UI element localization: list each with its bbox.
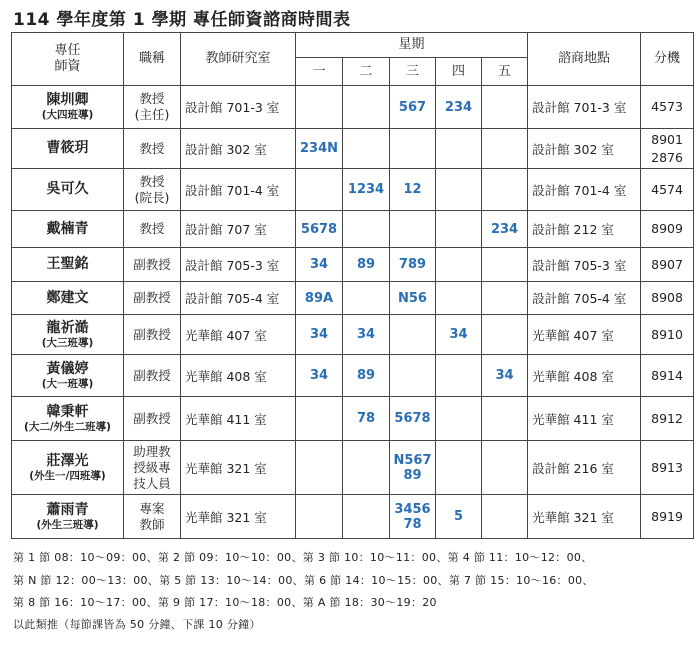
table-row — [12, 397, 694, 441]
table-row — [12, 441, 694, 495]
header-day-thu: 四 — [436, 58, 482, 86]
slot-cell-fri — [482, 495, 528, 539]
slot-cell-fri — [482, 282, 528, 315]
teacher-name: 王聖銘 — [46, 256, 89, 272]
table-row — [12, 86, 694, 129]
header-teacher-line: 專任 — [54, 43, 81, 58]
slot-cell-fri — [482, 248, 528, 282]
office-cell: 設計館 705-4 室 — [181, 282, 296, 315]
place-cell: 光華館 407 室 — [528, 315, 641, 355]
teacher-cell — [12, 129, 124, 169]
office-cell: 光華館 408 室 — [181, 355, 296, 397]
period-slots: 78 — [356, 411, 376, 426]
period-slots: 234N — [299, 141, 339, 156]
teacher-name: 鄭建文 — [46, 289, 89, 306]
slot-cell-wed — [390, 495, 436, 539]
header-teacher — [12, 33, 124, 86]
rank-line: 副教授 — [133, 326, 171, 342]
teacher-cell — [12, 315, 124, 355]
slot-cell-wed — [390, 248, 436, 282]
teacher-cell — [12, 248, 124, 282]
slot-cell-mon — [296, 129, 343, 169]
period-slots: 34 — [449, 327, 468, 342]
period-slots: 3456 78 — [394, 501, 431, 532]
teacher-cell — [12, 86, 124, 129]
period-slots: 34 — [495, 368, 514, 383]
ext-cell — [641, 169, 694, 211]
place-cell: 光華館 411 室 — [528, 397, 641, 441]
period-slots: N567 89 — [393, 452, 432, 483]
rank-line: 副教授 — [133, 367, 171, 383]
office-cell: 設計館 701-4 室 — [181, 169, 296, 211]
teacher-cell — [12, 397, 124, 441]
place-cell: 設計館 705-4 室 — [528, 282, 641, 315]
period-slots: 789 — [398, 257, 427, 272]
teacher-name: 曹筱玥 — [46, 140, 89, 156]
rank-cell — [124, 248, 181, 282]
header-day-tue: 二 — [343, 58, 390, 86]
slot-cell-mon — [296, 211, 343, 248]
rank-line: 教授 — [139, 221, 165, 236]
slot-cell-wed — [390, 86, 436, 129]
period-slots: 234 — [490, 221, 519, 237]
office-cell: 光華館 411 室 — [181, 397, 296, 441]
office-cell: 設計館 701-3 室 — [181, 86, 296, 129]
period-slots: 89A — [304, 290, 334, 306]
ext-cell — [641, 397, 694, 441]
slot-cell-thu — [436, 315, 482, 355]
teacher-note: (大二/外生二班導) — [24, 420, 111, 433]
slot-cell-mon — [296, 248, 343, 282]
slot-cell-tue — [343, 211, 390, 248]
header-ext: 分機 — [641, 33, 694, 86]
office-cell: 設計館 302 室 — [181, 129, 296, 169]
period-slots: 89 — [356, 368, 376, 383]
rank-line: 教師 — [139, 516, 165, 532]
place-cell: 設計館 701-4 室 — [528, 169, 641, 211]
table-row — [12, 282, 694, 315]
ext-cell — [641, 129, 694, 169]
slot-cell-wed — [390, 129, 436, 169]
rank-cell — [124, 397, 181, 441]
table-row — [12, 169, 694, 211]
rank-line: 專案 — [139, 500, 165, 516]
teacher-name: 韓秉軒 — [46, 403, 89, 420]
place-cell: 光華館 321 室 — [528, 495, 641, 539]
period-slots: 234 — [444, 99, 473, 115]
rank-cell — [124, 495, 181, 539]
slot-cell-thu — [436, 282, 482, 315]
ext-cell — [641, 495, 694, 539]
consultation-table — [11, 32, 694, 539]
teacher-name: 戴楠青 — [46, 220, 89, 237]
office-cell: 光華館 321 室 — [181, 441, 296, 495]
teacher-name: 吳可久 — [46, 181, 89, 197]
slot-cell-tue — [343, 315, 390, 355]
slot-cell-thu — [436, 355, 482, 397]
header-day-fri: 五 — [482, 58, 528, 86]
rank-line: 副教授 — [133, 256, 171, 272]
rank-line: 副教授 — [133, 290, 171, 305]
slot-cell-mon — [296, 355, 343, 397]
slot-cell-fri — [482, 86, 528, 129]
teacher-note: (外生一/四班導) — [29, 469, 106, 482]
slot-cell-tue — [343, 129, 390, 169]
slot-cell-thu — [436, 248, 482, 282]
ext-number: 8910 — [651, 326, 683, 342]
rank-line: 技人員 — [133, 475, 171, 491]
slot-cell-thu — [436, 129, 482, 169]
slot-cell-thu — [436, 169, 482, 211]
ext-number: 8901 — [651, 131, 683, 147]
rank-cell — [124, 355, 181, 397]
teacher-name: 莊澤光 — [46, 452, 89, 469]
header-teacher-line: 師資 — [54, 59, 81, 74]
rank-line: (院長) — [134, 189, 170, 205]
slot-cell-thu — [436, 441, 482, 495]
teacher-cell — [12, 282, 124, 315]
rank-line: 授級專 — [133, 459, 171, 475]
slot-cell-wed — [390, 441, 436, 495]
teacher-cell — [12, 211, 124, 248]
teacher-name: 蕭雨青 — [46, 501, 89, 518]
ext-cell — [641, 315, 694, 355]
slot-cell-tue — [343, 86, 390, 129]
rank-line: 助理教 — [133, 443, 171, 459]
period-slots: 34 — [309, 327, 329, 342]
slot-cell-wed — [390, 397, 436, 441]
table-row — [12, 211, 694, 248]
place-cell: 設計館 216 室 — [528, 441, 641, 495]
teacher-cell — [12, 495, 124, 539]
table-row — [12, 129, 694, 169]
rank-line: 教授 — [139, 173, 165, 189]
teacher-cell — [12, 441, 124, 495]
slot-cell-thu — [436, 397, 482, 441]
slot-cell-thu — [436, 495, 482, 539]
teacher-note: (大四班導) — [41, 109, 94, 121]
place-cell: 設計館 302 室 — [528, 129, 641, 169]
page-title: 114 學年度第 1 學期 專任師資諮商時間表 — [13, 10, 351, 30]
ext-cell — [641, 211, 694, 248]
slot-cell-wed — [390, 169, 436, 211]
rank-cell — [124, 86, 181, 129]
header-day-mon: 一 — [296, 58, 343, 86]
ext-cell — [641, 441, 694, 495]
teacher-note: (大一班導) — [41, 377, 94, 390]
period-slots: 89 — [356, 257, 376, 272]
rank-cell — [124, 282, 181, 315]
slot-cell-mon — [296, 397, 343, 441]
header-office: 教師研究室 — [181, 33, 296, 86]
slot-cell-mon — [296, 495, 343, 539]
legend-line: 第 8 節 16：10～17：00、第 9 節 17：10～18：00、第 A 節 18：30～19：20 — [13, 596, 437, 609]
rank-cell — [124, 211, 181, 248]
teacher-cell — [12, 355, 124, 397]
legend-line: 以此類推（每節課皆為 50 分鐘、下課 10 分鐘） — [13, 618, 261, 631]
ext-number: 8909 — [651, 221, 683, 236]
slot-cell-thu — [436, 86, 482, 129]
rank-cell — [124, 315, 181, 355]
place-cell: 設計館 705-3 室 — [528, 248, 641, 282]
ext-number: 8912 — [651, 410, 683, 426]
slot-cell-fri — [482, 129, 528, 169]
period-slots: 5 — [453, 509, 464, 524]
ext-cell — [641, 282, 694, 315]
slot-cell-fri — [482, 169, 528, 211]
slot-cell-tue — [343, 397, 390, 441]
office-cell: 設計館 705-3 室 — [181, 248, 296, 282]
ext-cell — [641, 355, 694, 397]
teacher-name: 陳圳卿 — [46, 92, 89, 108]
rank-cell — [124, 169, 181, 211]
table-row — [12, 495, 694, 539]
slot-cell-fri — [482, 315, 528, 355]
teacher-cell — [12, 169, 124, 211]
period-slots: 12 — [403, 182, 422, 197]
slot-cell-wed — [390, 211, 436, 248]
header-rank: 職稱 — [124, 33, 181, 86]
teacher-note: (大三班導) — [41, 336, 94, 349]
period-slots: N56 — [398, 290, 427, 306]
ext-number: 8913 — [651, 459, 683, 475]
period-slots: 34 — [309, 257, 329, 272]
header-day-wed: 三 — [390, 58, 436, 86]
ext-number: 2876 — [651, 149, 683, 165]
period-slots: 34 — [356, 327, 376, 342]
rank-cell — [124, 441, 181, 495]
slot-cell-wed — [390, 315, 436, 355]
place-cell: 光華館 408 室 — [528, 355, 641, 397]
teacher-name: 黃儀婷 — [46, 360, 89, 377]
period-slots: 5678 — [300, 221, 338, 237]
period-slots: 34 — [309, 368, 329, 383]
slot-cell-tue — [343, 441, 390, 495]
ext-number: 8919 — [651, 508, 683, 524]
rank-line: 副教授 — [133, 410, 171, 426]
ext-number: 8907 — [651, 256, 683, 272]
rank-line: 教授 — [139, 140, 165, 156]
period-slots: 567 — [398, 99, 427, 115]
slot-cell-fri — [482, 441, 528, 495]
slot-cell-mon — [296, 282, 343, 315]
header-week: 星期 — [296, 33, 528, 58]
slot-cell-mon — [296, 441, 343, 495]
slot-cell-mon — [296, 169, 343, 211]
slot-cell-thu — [436, 211, 482, 248]
slot-cell-tue — [343, 495, 390, 539]
slot-cell-tue — [343, 169, 390, 211]
ext-cell — [641, 86, 694, 129]
place-cell: 設計館 212 室 — [528, 211, 641, 248]
slot-cell-wed — [390, 282, 436, 315]
legend-line: 第 1 節 08：10～09：00、第 2 節 09：10～10：00、第 3 節 10：10～11：00、第 4 節 11：10～12：00、 — [13, 551, 593, 564]
slot-cell-tue — [343, 355, 390, 397]
rank-line: (主任) — [134, 107, 170, 122]
slot-cell-mon — [296, 315, 343, 355]
slot-cell-mon — [296, 86, 343, 129]
slot-cell-fri — [482, 211, 528, 248]
slot-cell-wed — [390, 355, 436, 397]
period-slots: 1234 — [347, 182, 385, 197]
slot-cell-fri — [482, 397, 528, 441]
ext-number: 4574 — [651, 181, 683, 197]
slot-cell-fri — [482, 355, 528, 397]
rank-line: 教授 — [139, 91, 165, 106]
slot-cell-tue — [343, 282, 390, 315]
slot-cell-tue — [343, 248, 390, 282]
office-cell: 光華館 321 室 — [181, 495, 296, 539]
rank-cell — [124, 129, 181, 169]
ext-number: 8914 — [651, 367, 683, 383]
office-cell: 設計館 707 室 — [181, 211, 296, 248]
table-row — [12, 315, 694, 355]
teacher-note: (外生三班導) — [36, 518, 99, 531]
header-place: 諮商地點 — [528, 33, 641, 86]
table-row — [12, 355, 694, 397]
ext-number: 4573 — [651, 99, 683, 114]
place-cell: 設計館 701-3 室 — [528, 86, 641, 129]
ext-cell — [641, 248, 694, 282]
ext-number: 8908 — [651, 290, 683, 305]
table-row — [12, 248, 694, 282]
teacher-name: 龍祈澔 — [46, 319, 89, 336]
office-cell: 光華館 407 室 — [181, 315, 296, 355]
legend-line: 第 N 節 12：00～13：00、第 5 節 13：10～14：00、第 6 節 14：10～15：00、第 7 節 15：10～16：00、 — [13, 574, 594, 587]
period-slots: 5678 — [394, 411, 431, 426]
